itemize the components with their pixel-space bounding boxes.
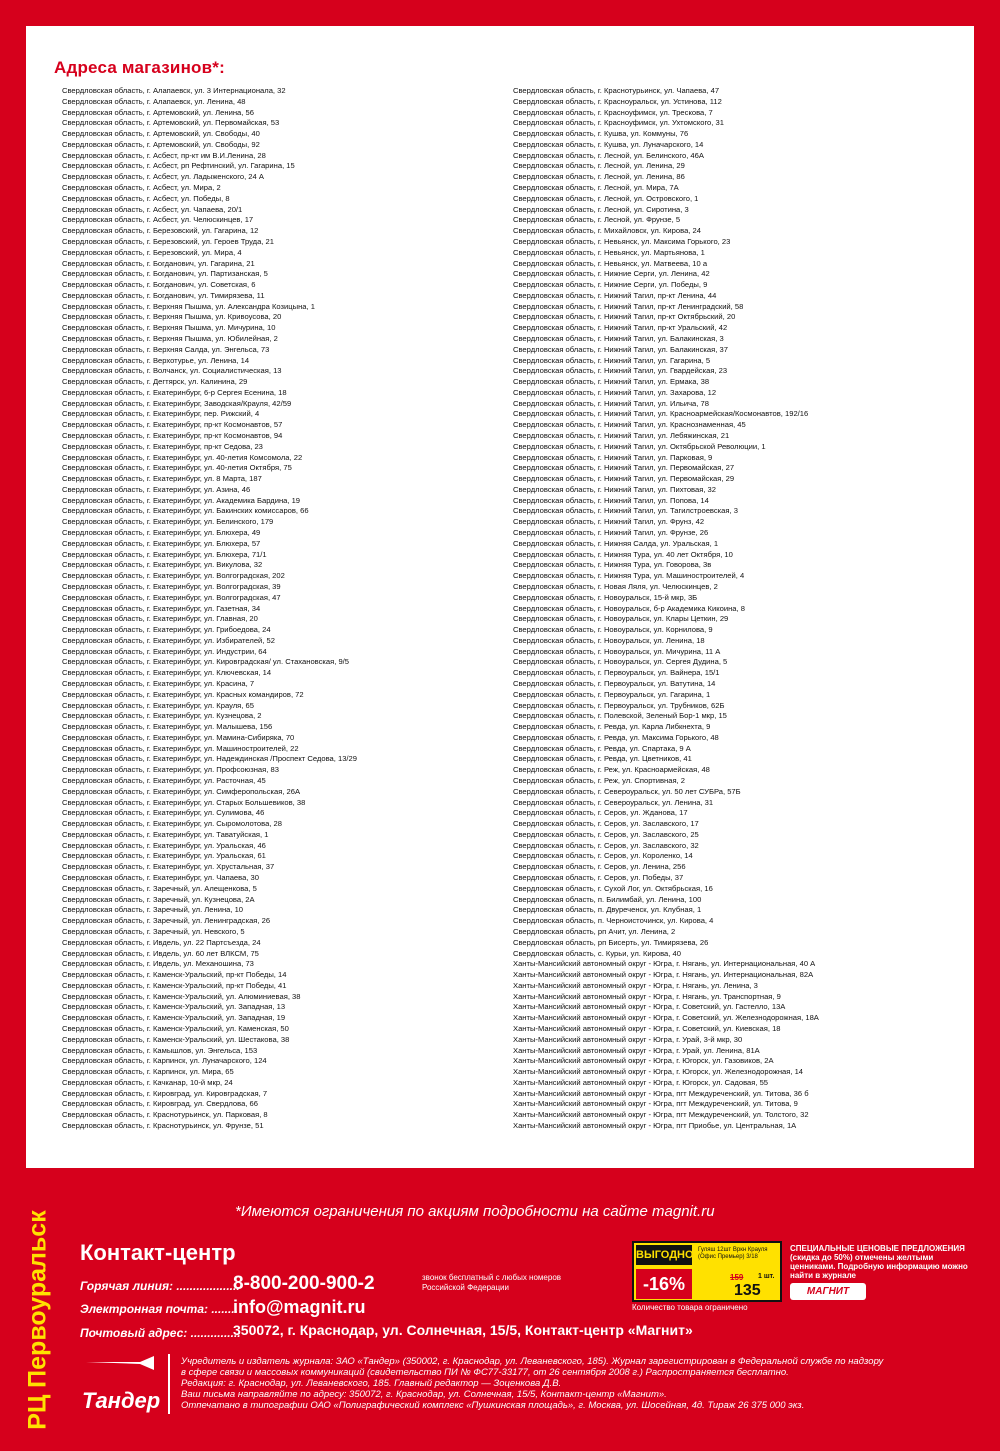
address-panel [26,26,974,1168]
store-address: Свердловская область, г. Екатеринбург, ул. Академика Бардина, 19 [62,495,301,505]
magnit-logo: МАГНИТ [790,1283,866,1300]
store-address: Свердловская область, г. Екатеринбург, ул. Профсоюзная, 83 [62,765,279,775]
store-address: Свердловская область, г. Екатеринбург, ул. Сулимова, 46 [62,808,265,818]
store-address: Свердловская область, г. Екатеринбург, ул. Кузнецова, 2 [62,711,262,721]
store-address: Свердловская область, г. Новоуральск, б-р Академика Кикоина, 8 [513,603,745,613]
store-address: Свердловская область, г. Лесной, ул. Ленина, 29 [513,161,685,171]
store-address: Свердловская область, г. Нижний Тагил, ул. Попова, 14 [513,495,709,505]
store-address: Свердловская область, г. Артемовский, ул. Первомайская, 53 [62,118,280,128]
imprint [181,1356,981,1411]
store-address: Свердловская область, г. Серов, ул. Заславского, 17 [513,819,699,829]
store-address: Свердловская область, г. Алапаевск, ул. Ленина, 48 [62,96,246,106]
store-address: Свердловская область, г. Екатеринбург, ул. Чапаева, 30 [62,873,259,883]
store-address: Свердловская область, г. Нижний Тагил, ул. Захарова, 12 [513,387,717,397]
address-list-right [513,86,963,1132]
store-address: Свердловская область, г. Заречный, ул. Алещенкова, 5 [62,883,257,893]
store-address: Свердловская область, г. Нижний Тагил, ул. Фрунз, 42 [513,517,705,527]
store-address: Свердловская область, г. Нижний Тагил, ул. Балакинская, 3 [513,333,724,343]
imprint-line: в сфере связи и массовых коммуникаций (свидетельство ПИ № ФС77-33177, от 26 сентября 2008 г.) Распространяется бесплатно. [181,1367,789,1378]
store-address: Свердловская область, г. Каменск-Уральский, ул. Алюминиевая, 38 [62,991,301,1001]
store-address: Свердловская область, г. Нижний Тагил, ул. Фрунзе, 26 [513,528,709,538]
imprint-line: Учредитель и издатель журнала: ЗАО «Тандер» (350002, г. Краснодар, ул. Леваневского, 185). Журнал зарегистрирован в Федеральной службе по надзору [181,1356,884,1367]
store-address: Свердловская область, г. Североуральск, ул. 50 лет СУБРа, 57Б [513,786,741,796]
store-address: Ханты-Мансийский автономный округ - Югра, пгт Междуреченский, ул. Титова, 9 [513,1099,798,1109]
store-address: Свердловская область, рп Бисерть, ул. Тимирязева, 26 [513,937,709,947]
store-address: Свердловская область, г. Новоуральск, ул. Мичурина, 11 А [513,646,721,656]
store-address: Свердловская область, г. Екатеринбург, ул. Мамина-Сибиряка, 70 [62,732,295,742]
store-address: Свердловская область, г. Екатеринбург, ул. Грибоедова, 24 [62,625,271,635]
store-address: Свердловская область, г. Артемовский, ул. Свободы, 40 [62,129,260,139]
store-address: Свердловская область, г. Асбест, рп Рефтинский, ул. Гагарина, 15 [62,161,295,171]
store-address: Свердловская область, г. Екатеринбург, ул. Блюхера, 57 [62,538,261,548]
store-address: Свердловская область, г. Екатеринбург, ул. Индустрии, 64 [62,646,267,656]
store-address: Свердловская область, г. Екатеринбург, ул. Хрустальная, 37 [62,862,275,872]
store-address: Свердловская область, г. Нижние Серги, ул. Ленина, 42 [513,269,710,279]
store-address: Свердловская область, г. Екатеринбург, ул. Азина, 46 [62,484,251,494]
page-title: Адреса магазинов*: [54,58,225,77]
store-address: Свердловская область, г. Нижний Тагил, ул. Краснознаменная, 45 [513,420,746,430]
store-address: Свердловская область, г. Екатеринбург, ул. Избирателей, 52 [62,635,275,645]
store-address: Свердловская область, г. Каменск-Уральский, пр-кт Победы, 14 [62,970,287,980]
store-address: Свердловская область, г. Нижний Тагил, ул. Красноармейская/Космонавтов, 192/16 [513,409,809,419]
store-address: Свердловская область, г. Краснотурьинск, ул. Парковая, 8 [62,1110,268,1120]
store-address: Свердловская область, г. Нижний Тагил, ул. Октябрьской Революции, 1 [513,441,766,451]
store-address: Ханты-Мансийский автономный округ - Югра, г. Советский, ул. Гастелло, 13А [513,1002,786,1012]
store-address: Свердловская область, г. Екатеринбург, ул. Уральская, 61 [62,851,266,861]
store-address: Ханты-Мансийский автономный округ - Югра, пгт Междуреченский, ул. Титова, 36 б [513,1088,809,1098]
store-address: Свердловская область, г. Асбест, ул. Ладыженского, 24 А [62,172,264,182]
store-address: Свердловская область, г. Ревда, ул. Цветников, 41 [513,754,692,764]
post-address: 350072, г. Краснодар, ул. Солнечная, 15/5, Контакт-центр «Магнит» [233,1322,693,1338]
special-offers-text: СПЕЦИАЛЬНЫЕ ЦЕНОВЫЕ ПРЕДЛОЖЕНИЯ (скидка до 50%) отмечены желтыми ценниками. Подробную информацию можно найти в журнале [790,1244,968,1280]
store-address: Свердловская область, г. Богданович, ул. Тимирязева, 11 [62,290,265,300]
store-address: Свердловская область, г. Богданович, ул. Партизанская, 5 [62,269,268,279]
store-address: Свердловская область, г. Нижний Тагил, пр-кт Ленинградский, 58 [513,301,744,311]
store-address: Свердловская область, г. Невьянск, ул. Максима Горького, 23 [513,236,731,246]
store-address: Свердловская область, г. Верхняя Пышма, ул. Юбилейная, 2 [62,333,278,343]
tander-logo [80,1356,160,1416]
store-address: Свердловская область, г. Каменск-Уральский, ул. Западная, 19 [62,1013,286,1023]
store-address: Свердловская область, г. Новоуральск, ул. Корнилова, 9 [513,625,713,635]
store-address: Свердловская область, г. Екатеринбург, ул. 40-летия Октября, 75 [62,463,292,473]
store-address: Свердловская область, г. Нижняя Тура, ул. Говорова, 3в [513,560,712,570]
store-address: Свердловская область, г. Нижняя Тура, ул. Машиностроителей, 4 [513,571,745,581]
promo-discount: -16% [636,1269,692,1299]
store-address: Свердловская область, г. Екатеринбург, ул. Блюхера, 71/1 [62,549,267,559]
store-address: Свердловская область, г. Нижний Тагил, пр-кт Ленина, 44 [513,290,717,300]
store-address: Свердловская область, г. Асбест, ул. Победы, 8 [62,193,230,203]
store-address: Свердловская область, г. Новая Ляля, ул. Челюскинцев, 2 [513,581,718,591]
hotline-note: звонок бесплатный с любых номеров Российской Федерации [422,1273,562,1292]
store-address: Свердловская область, г. Ивдель, ул. Механошина, 73 [62,959,254,969]
store-address: Свердловская область, г. Камышлов, ул. Энгельса, 153 [62,1045,258,1055]
store-address: Свердловская область, г. Екатеринбург, ул. Волгоградская, 47 [62,592,281,602]
store-address: Свердловская область, г. Екатеринбург, пр-кт Седова, 23 [62,441,263,451]
store-address: Свердловская область, г. Екатеринбург, ул. Уральская, 46 [62,840,266,850]
store-address: Свердловская область, г. Екатеринбург, ул. Симферопольская, 26А [62,786,301,796]
store-address: Свердловская область, г. Заречный, ул. Ленина, 10 [62,905,244,915]
store-address: Ханты-Мансийский автономный округ - Югра, г. Урай, 3-й мкр, 30 [513,1034,743,1044]
store-address: Свердловская область, г. Нижние Серги, ул. Победы, 9 [513,280,708,290]
imprint-line: Отпечатано в типографии ОАО «Полиграфический комплекс «Пушкинская площадь», г. Москва, ул. Шосейная, 4д. Тираж 26 375 000 экз. [181,1400,805,1411]
store-address: Свердловская область, г. Верхняя Пышма, ул. Кривоусова, 20 [62,312,282,322]
store-address: Свердловская область, г. Екатеринбург, ул. Малышева, 156 [62,722,273,732]
promo-quantity: 1 шт. [758,1273,775,1280]
store-address: Свердловская область, г. Дегтярск, ул. Калинина, 29 [62,377,248,387]
store-address: Свердловская область, п. Двуреченск, ул. Клубная, 1 [513,905,702,915]
store-address: Свердловская область, г. Екатеринбург, ул. Старых Большевиков, 38 [62,797,306,807]
store-address: Свердловская область, г. Карпинск, ул. Мира, 65 [62,1067,234,1077]
store-address: Свердловская область, рп Ачит, ул. Ленина, 2 [513,926,676,936]
store-address: Свердловская область, г. Ивдель, ул. 22 Партсъезда, 24 [62,937,261,947]
store-address: Свердловская область, г. Екатеринбург, ул. Бакинских комиссаров, 66 [62,506,309,516]
store-address: Свердловская область, г. Артемовский, ул. Свободы, 92 [62,139,260,149]
store-address: Свердловская область, г. Серов, ул. Ленина, 256 [513,862,686,872]
store-address: Ханты-Мансийский автономный округ - Югра, г. Нягань, ул. Интернациональная, 82А [513,970,814,980]
promo-badge: ВЫГОДНО [636,1245,692,1265]
store-address: Ханты-Мансийский автономный округ - Югра, г. Югорск, ул. Железнодорожная, 14 [513,1067,804,1077]
store-address: Свердловская область, г. Нижний Тагил, ул. Ильича, 78 [513,398,709,408]
imprint-line: Ваш письма направляйте по адресу: 350072, г. Краснодар, ул. Солнечная, 15/5, Контакт-центр «Магнит». [181,1389,667,1400]
store-address: Свердловская область, г. Артемовский, ул. Ленина, 56 [62,107,254,117]
store-address: Свердловская область, г. Нижний Тагил, ул. Лебяжинская, 21 [513,431,730,440]
store-address: Ханты-Мансийский автономный округ - Югра, г. Нягань, ул. Интернациональная, 40 А [513,959,816,969]
store-address: Свердловская область, г. Екатеринбург, Заводская/Крауля, 42/59 [62,398,292,408]
store-address: Ханты-Мансийский автономный округ - Югра, г. Югорск, ул. Газовиков, 2А [513,1056,774,1066]
store-address: Свердловская область, г. Ревда, ул. Карла Либкнехта, 9 [513,722,711,732]
tander-logo-text: Тандер [82,1388,160,1413]
store-address: Свердловская область, г. Первоуральск, ул. Ватутина, 14 [513,678,716,688]
store-address: Свердловская область, г. Екатеринбург, пер. Рижский, 4 [62,409,260,419]
hotline-number[interactable]: 8-800-200-900-2 [233,1273,375,1294]
store-address: Свердловская область, г. Заречный, ул. Кузнецова, 2А [62,894,255,904]
store-address: Свердловская область, г. Екатеринбург, ул. Блюхера, 49 [62,528,261,538]
store-address: Свердловская область, г. Первоуральск, ул. Вайнера, 15/1 [513,668,720,678]
store-address: Свердловская область, г. Екатеринбург, ул. Белинского, 179 [62,517,274,527]
promo-product: Гуляш 12шт Вркн Крауля (Офис Премьер) 3/18 [698,1247,768,1260]
store-address: Свердловская область, г. Богданович, ул. Советская, 6 [62,280,256,290]
store-address: Свердловская область, г. Березовский, ул. Гагарина, 12 [62,226,259,236]
disclaimer: *Имеются ограничения по акциям подробности на сайте magnit.ru [235,1203,715,1220]
divider [168,1354,170,1414]
store-address: Свердловская область, г. Волчанск, ул. Социалистическая, 13 [62,366,282,376]
store-address: Свердловская область, г. Ивдель, ул. 60 лет ВЛКСМ, 75 [62,948,259,958]
store-address: Свердловская область, г. Каменск-Уральский, ул. Каменская, 50 [62,1023,289,1033]
store-address: Ханты-Мансийский автономный округ - Югра, г. Югорск, ул. Садовая, 55 [513,1077,769,1087]
store-address: Свердловская область, г. Нижний Тагил, ул. Гвардейская, 23 [513,366,728,376]
store-address: Свердловская область, г. Екатеринбург, 6-р Сергея Есенина, 18 [62,387,287,397]
store-address: Свердловская область, г. Первоуральск, ул. Гагарина, 1 [513,689,711,699]
store-address: Свердловская область, г. Екатеринбург, ул. 8 Марта, 187 [62,474,262,484]
store-address: Свердловская область, г. Сухой Лог, ул. Октябрьская, 16 [513,883,713,893]
store-address: Свердловская область, г. Качканар, 10-й мкр, 24 [62,1077,233,1087]
address-list-left [62,86,502,1132]
store-address: Свердловская область, г. Нижняя Салда, ул. Уральская, 1 [513,538,719,548]
store-address: Свердловская область, г. Красноуфимск, ул. Ухтомского, 31 [513,118,724,128]
store-address: Свердловская область, г. Нижний Тагил, ул. Парковая, 9 [513,452,713,462]
store-address: Свердловская область, г. Кировград, ул. Свердлова, 66 [62,1099,258,1109]
hotline-label: Горячая линия: ................... [80,1279,240,1293]
store-address: Свердловская область, г. Алапаевск, ул. 3 Интернационала, 32 [62,86,286,95]
store-address: Свердловская область, г. Екатеринбург, ул. Ключевская, 14 [62,668,272,678]
store-address: Свердловская область, г. Новоуральск, 15-й мкр, 3Б [513,592,698,602]
store-address: Свердловская область, г. Серов, ул. Заславского, 25 [513,829,699,839]
store-address: Свердловская область, г. Екатеринбург, ул. Таватуйская, 1 [62,829,269,839]
store-address: Свердловская область, г. Каменск-Уральский, пр-кт Победы, 41 [62,980,287,990]
store-address: Свердловская область, г. Лесной, ул. Ленина, 86 [513,172,685,182]
store-address: Свердловская область, г. Серов, ул. Жданова, 17 [513,808,688,818]
store-address: Свердловская область, г. Каменск-Уральский, ул. Шестакова, 38 [62,1034,290,1044]
tander-logo-icon [80,1356,160,1416]
store-address: Свердловская область, г. Реж, ул. Спортивная, 2 [513,776,686,785]
store-address: Свердловская область, г. Серов, ул. Победы, 37 [513,873,684,883]
store-address: Свердловская область, г. Североуральск, ул. Ленина, 31 [513,797,714,807]
store-address: Свердловская область, г. Екатеринбург, ул. Главная, 20 [62,614,258,624]
store-address: Свердловская область, г. Новоуральск, ул. Ленина, 18 [513,635,705,645]
store-address: Свердловская область, г. Ревда, ул. Спартака, 9 А [513,743,691,753]
store-address: Свердловская область, г. Краснотурьинск, ул. Фрунзе, 51 [62,1121,264,1130]
store-address: Свердловская область, г. Екатеринбург, пр-кт Космонавтов, 57 [62,420,283,430]
store-address: Свердловская область, г. Кушва, ул. Луначарского, 14 [513,139,704,149]
store-address: Свердловская область, г. Нижняя Тура, ул. 40 лет Октября, 10 [513,549,733,559]
store-address: Свердловская область, г. Лесной, ул. Островского, 1 [513,193,699,203]
store-address: Свердловская область, г. Карпинск, ул. Луначарского, 124 [62,1056,267,1066]
store-address: Свердловская область, г. Нижний Тагил, ул. Тагилстроевская, 3 [513,506,738,516]
store-address: Свердловская область, г. Ревда, ул. Максима Горького, 48 [513,732,719,742]
store-address: Свердловская область, г. Екатеринбург, ул. Викулова, 32 [62,560,263,570]
store-address: Свердловская область, г. Екатеринбург, ул. Надеждинская /Проспект Седова, 13/29 [62,754,357,764]
store-address: Свердловская область, г. Невьянск, ул. Мартьянова, 1 [513,247,705,257]
side-brand-label: РЦ Первоуральск [23,1209,52,1430]
store-address: Свердловская область, г. Лесной, ул. Фрунзе, 5 [513,215,681,225]
store-address: Свердловская область, г. Новоуральск, ул. Сергея Дудина, 5 [513,657,728,667]
store-address: Свердловская область, г. Нижний Тагил, ул. Балакинская, 37 [513,344,728,354]
promo-price-tag [632,1241,782,1302]
promo-new-price: 135 [734,1282,761,1299]
store-address: Свердловская область, г. Серов, ул. Заславского, 32 [513,840,699,850]
store-address: Свердловская область, г. Нижний Тагил, пр-кт Октябрьский, 20 [513,312,736,322]
store-address: Свердловская область, г. Лесной, ул. Белинского, 46А [513,150,704,160]
store-address: Свердловская область, г. Михайловск, ул. Кирова, 24 [513,226,701,236]
store-address: Свердловская область, п. Билимбай, ул. Ленина, 100 [513,894,702,904]
store-address: Свердловская область, г. Екатеринбург, ул. Газетная, 34 [62,603,261,613]
store-address: Свердловская область, г. Верхотурье, ул. Ленина, 14 [62,355,250,365]
store-address: Ханты-Мансийский автономный округ - Югра, пгт Междуреченский, ул. Толстого, 32 [513,1110,809,1120]
store-address: Ханты-Мансийский автономный округ - Югра, г. Советский, ул. Железнодорожная, 18А [513,1013,819,1023]
post-label: Почтовый адрес: ............... [80,1326,241,1340]
store-address: Свердловская область, г. Екатеринбург, ул. Красных командиров, 72 [62,689,304,699]
store-address: Свердловская область, г. Асбест, ул. Челюскинцев, 17 [62,215,254,225]
store-address: Свердловская область, г. Нижний Тагил, ул. Ермака, 38 [513,377,710,387]
store-address: Ханты-Мансийский автономный округ - Югра, пгт Приобье, ул. Центральная, 1А [513,1121,797,1130]
store-address: Ханты-Мансийский автономный округ - Югра, г. Урай, ул. Ленина, 81А [513,1045,760,1055]
store-address: Свердловская область, г. Екатеринбург, ул. Кировградская/ ул. Стахановская, 9/5 [62,657,350,667]
contact-center-title: Контакт-центр [80,1240,236,1265]
store-address: Свердловская область, г. Богданович, ул. Гагарина, 21 [62,258,255,268]
store-address: Свердловская область, г. Верхняя Пышма, ул. Александра Козицына, 1 [62,301,315,311]
store-address: Свердловская область, г. Екатеринбург, ул. Машиностроителей, 22 [62,743,299,753]
email-label: Электронная почта: ........ [80,1302,238,1316]
store-address: Свердловская область, с. Курьи, ул. Кирова, 40 [513,948,681,958]
store-address: Свердловская область, г. Новоуральск, ул. Клары Цеткин, 29 [513,614,729,624]
imprint-line: Редакция: г. Краснодар, ул. Леваневского, 185. Главный редактор — Зоценкова Д.В. [181,1378,562,1389]
store-address: Свердловская область, г. Красноуральск, ул. Устинова, 112 [513,96,722,106]
store-address: Свердловская область, г. Нижний Тагил, ул. Гагарина, 5 [513,355,711,365]
store-address: Свердловская область, г. Заречный, ул. Невского, 5 [62,926,245,936]
store-address: Свердловская область, г. Невьянск, ул. Матвеева, 10 а [513,258,708,268]
store-address: Свердловская область, г. Верхняя Салда, ул. Энгельса, 73 [62,344,270,354]
store-address: Свердловская область, г. Асбест, ул. Мира, 2 [62,183,221,193]
store-address: Свердловская область, г. Полевской, Зеленый Бор-1 мкр, 15 [513,711,727,721]
store-address: Свердловская область, г. Екатеринбург, ул. Расточная, 45 [62,776,266,785]
store-address: Свердловская область, г. Кировград, ул. Кировградская, 7 [62,1088,268,1098]
store-address: Свердловская область, г. Екатеринбург, ул. Красина, 7 [62,678,255,688]
store-address: Свердловская область, г. Асбест, ул. Чапаева, 20/1 [62,204,243,214]
store-address: Свердловская область, г. Нижний Тагил, ул. Первомайская, 29 [513,474,735,484]
store-address: Свердловская область, г. Лесной, ул. Сиротина, 3 [513,204,689,214]
side-brand [18,1207,58,1432]
store-address: Свердловская область, г. Березовский, ул. Мира, 4 [62,247,242,257]
store-address: Ханты-Мансийский автономный округ - Югра, г. Нягань, ул. Ленина, 3 [513,980,758,990]
store-address: Свердловская область, п. Черноисточинск, ул. Кирова, 4 [513,916,714,926]
store-address: Свердловская область, г. Березовский, ул. Героев Труда, 21 [62,236,274,246]
store-address: Свердловская область, г. Краснотурьинск, ул. Чапаева, 47 [513,86,720,95]
store-address: Свердловская область, г. Первоуральск, ул. Трубников, 62Б [513,700,725,710]
store-address: Свердловская область, г. Верхняя Пышма, ул. Мичурина, 10 [62,323,276,333]
store-address: Свердловская область, г. Нижний Тагил, ул. Пихтовая, 32 [513,484,716,494]
store-address: Свердловская область, г. Екатеринбург, ул. Сыромолотова, 28 [62,819,282,829]
store-address: Свердловская область, г. Красноуфимск, ул. Трескова, 7 [513,107,713,117]
store-address: Ханты-Мансийский автономный округ - Югра, г. Нягань, ул. Транспортная, 9 [513,991,781,1001]
store-address: Свердловская область, г. Лесной, ул. Мира, 7А [513,183,679,193]
store-address: Свердловская область, г. Каменск-Уральский, ул. Западная, 13 [62,1002,286,1012]
store-address: Свердловская область, г. Реж, ул. Красноармейская, 48 [513,765,710,775]
store-address: Свердловская область, г. Нижний Тагил, ул. Первомайская, 27 [513,463,735,473]
store-address: Свердловская область, г. Екатеринбург, пр-кт Космонавтов, 94 [62,431,283,440]
store-address: Свердловская область, г. Екатеринбург, ул. 40-летия Комсомола, 22 [62,452,303,462]
store-address: Свердловская область, г. Нижний Тагил, пр-кт Уральский, 42 [513,323,728,333]
store-address: Свердловская область, г. Кушва, ул. Коммуны, 76 [513,129,689,139]
store-address: Свердловская область, г. Екатеринбург, ул. Волгоградская, 202 [62,571,285,581]
store-address: Свердловская область, г. Заречный, ул. Ленинградская, 26 [62,916,271,926]
store-address: Свердловская область, г. Екатеринбург, ул. Волгоградская, 39 [62,581,281,591]
store-address: Свердловская область, г. Асбест, пр-кт им В.И.Ленина, 28 [62,150,266,160]
email-link[interactable]: info@magnit.ru [233,1297,366,1317]
promo-old-price: 159 [730,1273,744,1282]
promo-limited-note: Количество товара ограничено [632,1303,748,1312]
store-address: Ханты-Мансийский автономный округ - Югра, г. Советский, ул. Киевская, 18 [513,1023,781,1033]
store-address: Свердловская область, г. Серов, ул. Короленко, 14 [513,851,693,861]
store-address: Свердловская область, г. Екатеринбург, ул. Крауля, 65 [62,700,254,710]
